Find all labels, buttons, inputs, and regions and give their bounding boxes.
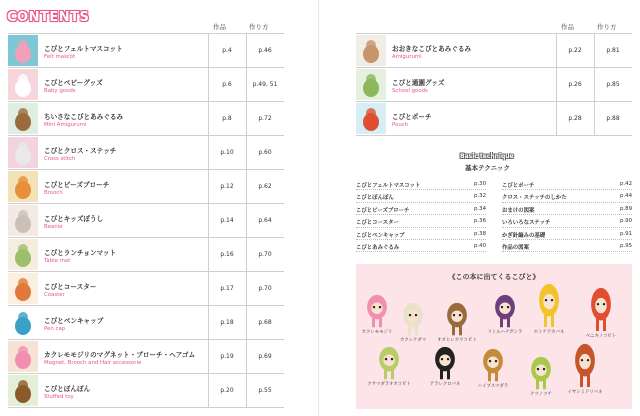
item-title-en: Baby goods [44,88,76,94]
basic-item-page: p.44 [620,193,632,200]
basic-item[interactable] [356,215,486,227]
howto-page: p.81 [606,47,620,54]
howto-page: p.68 [258,319,272,326]
toc-row[interactable] [356,102,632,136]
character-name: ホトケアカバネ [533,330,565,335]
character-figure [400,300,426,344]
column-head-howto-right: 作り方 [597,23,617,31]
basic-item-page: p.32 [474,193,486,200]
basic-item-page: p.34 [474,205,486,212]
brooch-icon [8,171,38,202]
character-name: ハイブスマダラ [477,384,509,389]
character-icon [444,300,470,336]
character-figure [437,300,477,344]
character-figure [528,354,554,398]
howto-page: p.46 [258,47,272,54]
work-page: p.12 [220,183,234,190]
item-title-jp: こびとペンキャップ [44,317,104,325]
character-icon [376,344,402,380]
item-title-jp: こびと通園グッズ [392,79,445,87]
character-name: イヤシミドリバネ [567,390,603,395]
toc-row[interactable] [8,34,284,68]
toc-row[interactable] [8,272,284,306]
contents-title: CONTENTS [7,10,90,25]
character-name: カクレケダマ [399,338,427,343]
item-title-jp: こびとクロス・ステッチ [44,147,117,155]
right-page [320,0,640,416]
toc-row[interactable] [8,136,284,170]
item-title-jp: こびとベビーグッズ [44,79,103,87]
item-title-en: Pouch [392,122,409,128]
work-page: p.19 [220,353,234,360]
item-title-en: Coaster [44,292,65,298]
work-page: p.22 [568,47,582,54]
character-icon [536,280,562,328]
toc-row[interactable] [356,68,632,102]
basic-item[interactable] [502,228,632,240]
basic-item-title: 作品の図案 [502,244,529,251]
basic-item-page: p.40 [474,242,486,249]
character-figure [487,292,523,336]
basic-item-page: p.90 [620,218,632,225]
basic-item[interactable] [502,215,632,227]
item-title-jp: こびとランチョンマット [44,249,117,257]
stuffed-toy-icon [8,375,38,406]
basic-item[interactable] [502,240,632,252]
item-title-en: Stuffed toy [44,394,74,400]
basic-item-title: かぎ針編みの基礎 [502,232,546,239]
howto-page: p.70 [258,285,272,292]
basic-item-title: クロス・ステッチのしかた [502,195,567,202]
felt-mascot-icon [8,35,38,66]
basic-list-left [356,178,486,252]
item-title-jp: おおきなこびとあみぐるみ [392,45,472,53]
howto-page: p.70 [258,251,272,258]
toc-row[interactable] [8,374,284,408]
basic-item-title: おまけの図案 [502,207,535,214]
basic-item-page: p.30 [474,181,486,187]
character-figure [429,344,461,388]
item-title-jp: こびとビーズブローチ [44,181,110,189]
table-mat-icon [8,239,38,270]
baby-goods-icon [8,69,38,100]
basic-item[interactable] [356,203,486,215]
item-title-en: Table mat [44,258,71,264]
character-name: ベニキノコビト [585,334,617,339]
character-icon [528,354,554,390]
work-page: p.17 [220,285,234,292]
basic-item[interactable] [356,240,486,252]
basic-item-title: こびとあみぐるみ [356,244,400,251]
item-title-jp: カクレモモジリのマグネット・ブローチ・ヘアゴム [44,351,196,359]
work-page: p.8 [222,115,232,122]
basic-item[interactable] [502,190,632,202]
character-icon [432,344,458,380]
character-name: カクレモモジリ [361,330,393,335]
basic-item[interactable] [356,178,486,190]
toc-row[interactable] [8,238,284,272]
toc-row[interactable] [8,340,284,374]
basic-item[interactable] [502,178,632,190]
item-title-jp: こびとコースター [44,283,97,291]
work-page: p.16 [220,251,234,258]
item-title-en: Cross stitch [44,156,76,162]
magnet-icon [8,341,38,372]
toc-row[interactable] [8,68,284,102]
howto-page: p.69 [258,353,272,360]
toc-row[interactable] [8,102,284,136]
item-title-en: Felt mascot [44,54,76,60]
basic-item-title: こびとペンキャップ [356,232,405,239]
item-title-jp: ちいさなこびとあみぐるみ [44,113,124,121]
character-figure [585,284,617,340]
column-head-work-right: 作品 [561,23,574,31]
character-icon [400,300,426,336]
character-icon [588,284,614,332]
school-goods-icon [356,69,386,100]
item-title-jp: こびとフェルトマスコット [44,45,123,53]
item-title-en: School goods [392,88,428,94]
column-head-work: 作品 [213,23,226,31]
howto-page: p.49, 51 [252,81,278,88]
character-icon [480,346,506,382]
item-title-en: Beanie [44,224,63,230]
character-name: オオヒレカワコビト [437,338,477,343]
howto-page: p.60 [258,149,272,156]
item-title-en: Pen cap [44,326,66,332]
character-icon [572,340,598,388]
item-title-en: Mini Amigurumi [44,122,87,128]
basic-item-page: p.36 [474,218,486,225]
basic-item-page: p.91 [620,230,632,237]
character-figure [361,292,393,336]
howto-page: p.55 [258,387,272,394]
basic-item-page: p.42 [620,181,632,187]
character-panel [356,264,632,409]
basic-item-page: p.38 [474,230,486,237]
character-name: アラレクロバネ [429,382,461,387]
howto-page: p.85 [606,81,620,88]
column-head-howto: 作り方 [249,23,269,31]
toc-row[interactable] [8,170,284,204]
character-figure [567,340,603,396]
item-title-jp: こびとぽんぽん [44,385,91,393]
pen-cap-icon [8,307,38,338]
basic-item-title: こびとフェルトマスコット [356,183,421,189]
character-icon [364,292,390,328]
basic-item-page: p.89 [620,205,632,212]
character-panel-title: 《この本に出てくるこびと》 [448,273,540,281]
basic-technique-subtitle: 基本テクニック [465,164,510,172]
howto-page: p.62 [258,183,272,190]
toc-table-right [356,33,632,136]
basic-list-right [502,178,632,252]
character-figure [367,344,411,388]
work-page: p.6 [222,81,232,88]
basic-technique-title: Basic technique [460,153,514,160]
basic-item-title: こびとコースター [356,220,399,227]
work-page: p.20 [220,387,234,394]
howto-page: p.64 [258,217,272,224]
mini-amigurumi-icon [8,103,38,134]
work-page: p.18 [220,319,234,326]
character-icon [492,292,518,328]
character-figure [533,280,565,336]
item-title-jp: こびとポーチ [392,113,432,121]
work-page: p.10 [220,149,234,156]
character-name: ナツノツチ [530,392,552,397]
toc-row[interactable] [356,34,632,68]
basic-item-title: いろいろなステッチ [502,220,551,227]
item-title-en: Magnet, Brooch and Hair accessorie [44,360,142,366]
basic-item-title: こびとポーチ [502,183,535,189]
basic-item[interactable] [356,190,486,202]
work-page: p.4 [222,47,232,54]
basic-item[interactable] [356,228,486,240]
toc-row[interactable] [8,306,284,340]
basic-item-title: こびとぽんぽん [356,195,394,202]
coaster-icon [8,273,38,304]
basic-item-page: p.95 [620,242,632,249]
character-name: クサマダラオオコビト [367,382,411,387]
howto-page: p.72 [258,115,272,122]
basic-item-title: こびとビーズブローチ [356,207,410,214]
character-name: リトルハナガシラ [487,330,523,335]
work-page: p.26 [568,81,582,88]
toc-row[interactable] [8,204,284,238]
work-page: p.28 [568,115,582,122]
howto-page: p.88 [606,115,620,122]
character-figure [477,346,509,390]
toc-table-left [8,33,284,408]
amigurumi-icon [356,35,386,66]
basic-item[interactable] [502,203,632,215]
beanie-icon [8,205,38,236]
cross-stitch-icon [8,137,38,168]
work-page: p.14 [220,217,234,224]
item-title-en: Brooch [44,190,63,196]
pouch-icon [356,103,386,134]
item-title-en: Amigurumi [392,54,422,60]
item-title-jp: こびとキッズぼうし [44,215,104,223]
